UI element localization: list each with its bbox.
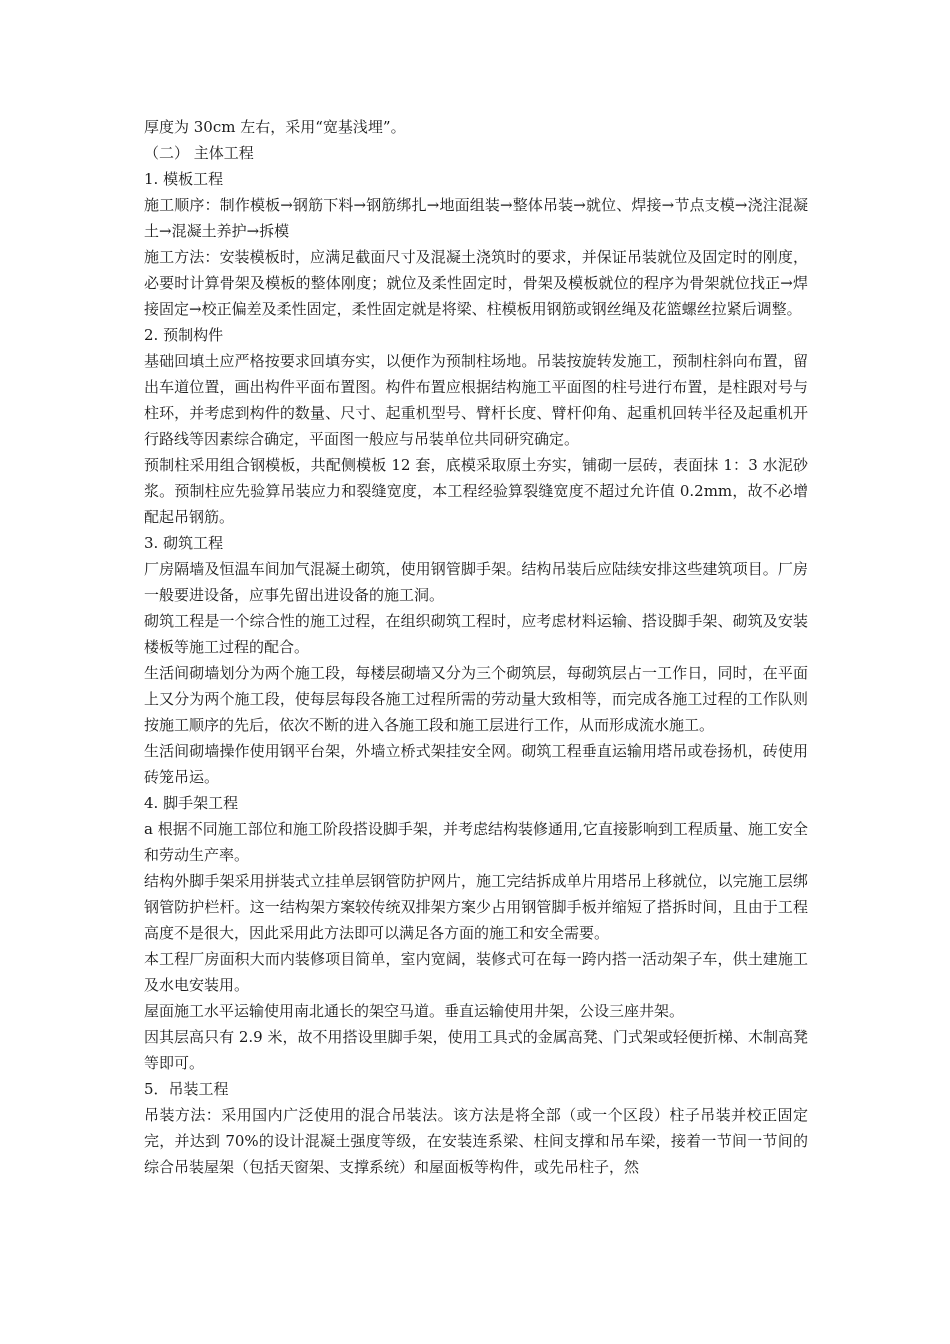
section-heading-main-works: （二） 主体工程 <box>144 144 254 162</box>
paragraph-foundation-depth: 厚度为 30cm 左右，采用“宽基浅埋”。 <box>144 118 406 136</box>
paragraph-scaffolding-interior: 本工程厂房面积大而内装修项目简单，室内宽阔，装修式可在每一跨内搭一活动架子车，供土建施工及水电安装用。 <box>144 950 808 994</box>
heading-formwork: 1. 模板工程 <box>144 170 224 188</box>
paragraph-formwork-method: 施工方法：安装模板时，应满足截面尺寸及混凝土浇筑时的要求，并保证吊装就位及固定时的刚度，必要时计算骨架及模板的整体刚度；就位及柔性固定时，骨架及模板就位的程序为骨架就位找正→焊接固定→校正偏差及柔性固定，柔性固定就是将梁、柱模板用钢筋或钢丝绳及花篮螺丝拉紧后调整。 <box>144 248 808 318</box>
paragraph-masonry-process: 砌筑工程是一个综合性的施工过程，在组织砌筑工程时，应考虑材料运输、搭设脚手架、砌筑及安装楼板等施工过程的配合。 <box>144 612 808 656</box>
heading-masonry: 3. 砌筑工程 <box>144 534 224 552</box>
document-page <box>144 114 808 1180</box>
paragraph-masonry-walls: 厂房隔墙及恒温车间加气混凝土砌筑，使用钢管脚手架。结构吊装后应陆续安排这些建筑项目。厂房一般要进设备，应事先留出进设备的施工洞。 <box>144 560 808 604</box>
heading-precast: 2. 预制构件 <box>144 326 224 344</box>
paragraph-scaffolding-roof: 屋面施工水平运输使用南北通长的架空马道。垂直运输使用井架，公设三座井架。 <box>144 1002 685 1020</box>
paragraph-scaffolding-external: 结构外脚手架采用拼装式立挂单层钢管防护网片，施工完结拆成单片用塔吊上移就位，以完施工层绑钢管防护栏杆。这一结构架方案较传统双排架方案少占用钢管脚手板并缩短了搭拆时间，且由于工程高度不是很大，因此采用此方法即可以满足各方面的施工和安全需要。 <box>144 872 808 942</box>
paragraph-scaffolding-height: 因其层高只有 2.9 米，故不用搭设里脚手架，使用工具式的金属高凳、门式架或轻便折梯、木制高凳等即可。 <box>144 1028 808 1072</box>
paragraph-masonry-sections: 生活间砌墙划分为两个施工段，每楼层砌墙又分为三个砌筑层，每砌筑层占一工作日，同时，在平面上又分为两个施工段，使每层每段各施工过程所需的劳动量大致相等，而完成各施工过程的工作队则按施工顺序的先后，依次不断的进入各施工段和施工层进行工作，从而形成流水施工。 <box>144 664 808 734</box>
heading-hoisting: 5．吊装工程 <box>144 1080 229 1098</box>
paragraph-scaffolding-general: a 根据不同施工部位和施工阶段搭设脚手架，并考虑结构装修通用,它直接影响到工程质量、施工安全和劳动生产率。 <box>144 820 808 864</box>
paragraph-masonry-platform: 生活间砌墙操作使用钢平台架，外墙立桥式架挂安全网。砌筑工程垂直运输用塔吊或卷扬机，砖使用砖笼吊运。 <box>144 742 808 786</box>
paragraph-hoisting-method: 吊装方法：采用国内广泛使用的混合吊装法。该方法是将全部（或一个区段）柱子吊装并校正固定完，并达到 70%的设计混凝土强度等级，在安装连系梁、柱间支撑和吊车梁，接着一节间一节间的综合吊装屋架（包括天窗架、支撑系统）和屋面板等构件，或先吊柱子，然 <box>144 1106 808 1176</box>
paragraph-formwork-sequence: 施工顺序：制作模板→钢筋下料→钢筋绑扎→地面组装→整体吊装→就位、焊接→节点支模→浇注混凝土→混凝土养护→拆模 <box>144 196 808 240</box>
heading-scaffolding: 4. 脚手架工程 <box>144 794 239 812</box>
paragraph-precast-columns: 预制柱采用组合钢模板，共配侧模板 12 套，底模采取原土夯实，铺砌一层砖，表面抹 1：3 水泥砂浆。预制柱应先验算吊装应力和裂缝宽度，本工程经验算裂缝宽度不超过允许值 0.2mm，故不必增配起吊钢筋。 <box>144 456 808 526</box>
paragraph-precast-layout: 基础回填土应严格按要求回填夯实，以便作为预制柱场地。吊装按旋转发施工，预制柱斜向布置，留出车道位置，画出构件平面布置图。构件布置应根据结构施工平面图的柱号进行布置，是柱跟对号与柱环，并考虑到构件的数量、尺寸、起重机型号、臂杆长度、臂杆仰角、起重机回转半径及起重机开行路线等因素综合确定，平面图一般应与吊装单位共同研究确定。 <box>144 352 808 448</box>
